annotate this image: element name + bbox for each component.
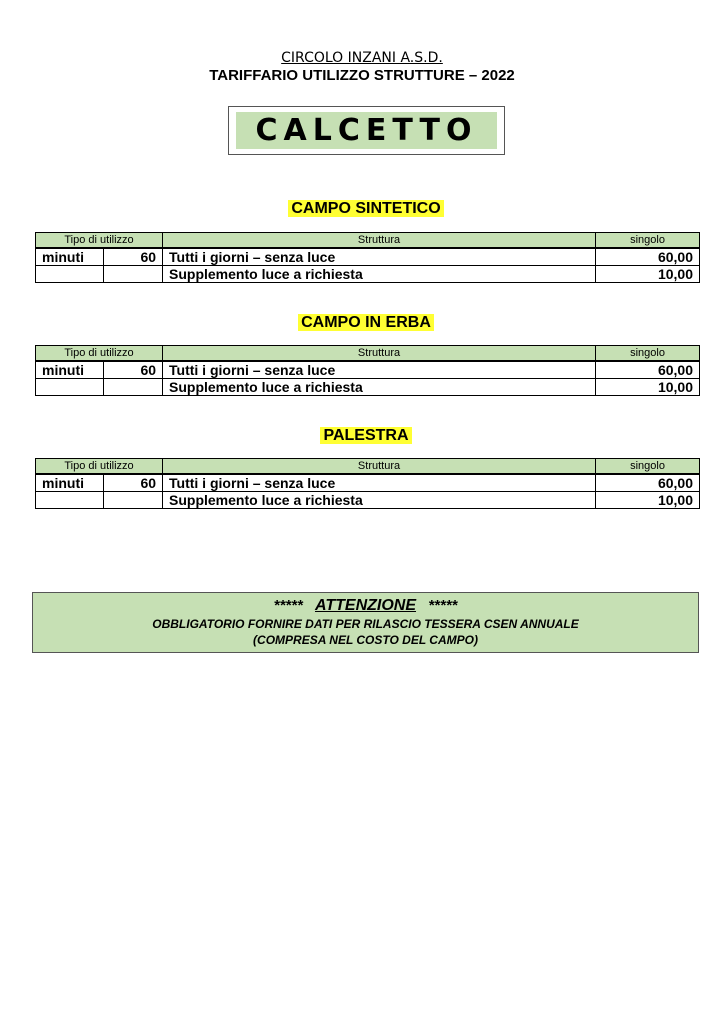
header-singolo: singolo	[596, 233, 700, 248]
section-title-palestra	[0, 427, 724, 445]
cell-qty	[104, 378, 163, 395]
cell-qty: 60	[104, 248, 163, 266]
table-row	[36, 265, 700, 282]
cell-qty: 60	[104, 361, 163, 379]
cell-unit: minuti	[36, 361, 104, 379]
header-tipo: Tipo di utilizzo	[36, 459, 163, 474]
banner-title: CALCETTO	[236, 112, 497, 149]
header-struttura: Struttura	[163, 459, 596, 474]
cell-qty	[104, 491, 163, 508]
cell-unit	[36, 378, 104, 395]
header-tipo: Tipo di utilizzo	[36, 233, 163, 248]
notice-line-2: (COMPRESA NEL COSTO DEL CAMPO)	[253, 633, 478, 647]
attention-notice	[32, 592, 699, 653]
table-row	[36, 491, 700, 508]
table-row	[36, 248, 700, 266]
cell-price: 10,00	[596, 491, 700, 508]
cell-unit: minuti	[36, 248, 104, 266]
notice-heading-line	[33, 597, 698, 615]
header-singolo: singolo	[596, 346, 700, 361]
cell-desc: Tutti i giorni – senza luce	[163, 361, 596, 379]
table-header-row	[36, 459, 700, 474]
section-title-text: CAMPO SINTETICO	[288, 200, 443, 217]
tariff-table-palestra	[35, 458, 700, 509]
cell-qty: 60	[104, 474, 163, 492]
cell-unit	[36, 265, 104, 282]
section-title-text: CAMPO IN ERBA	[298, 314, 434, 331]
cell-desc: Tutti i giorni – senza luce	[163, 474, 596, 492]
cell-unit: minuti	[36, 474, 104, 492]
cell-qty	[104, 265, 163, 282]
table-row	[36, 474, 700, 492]
notice-line-1: OBBLIGATORIO FORNIRE DATI PER RILASCIO TESSERA CSEN ANNUALE	[152, 617, 579, 631]
document-title: TARIFFARIO UTILIZZO STRUTTURE – 2022	[209, 67, 515, 84]
header-singolo: singolo	[596, 459, 700, 474]
cell-desc: Tutti i giorni – senza luce	[163, 248, 596, 266]
banner-frame	[228, 106, 505, 155]
cell-price: 60,00	[596, 361, 700, 379]
section-title-text: PALESTRA	[320, 427, 411, 444]
table-row	[36, 361, 700, 379]
tariff-table-campo-in-erba	[35, 345, 700, 396]
cell-price: 60,00	[596, 248, 700, 266]
cell-desc: Supplemento luce a richiesta	[163, 491, 596, 508]
organization-name: CIRCOLO INZANI A.S.D.	[281, 50, 443, 66]
cell-price: 60,00	[596, 474, 700, 492]
header-struttura: Struttura	[163, 233, 596, 248]
section-title-campo-in-erba	[0, 314, 724, 332]
notice-stars-left: *****	[273, 597, 303, 614]
header-struttura: Struttura	[163, 346, 596, 361]
cell-price: 10,00	[596, 378, 700, 395]
table-header-row	[36, 233, 700, 248]
tariff-table-campo-sintetico	[35, 232, 700, 283]
notice-heading: ATTENZIONE	[314, 597, 417, 614]
table-header-row	[36, 346, 700, 361]
cell-unit	[36, 491, 104, 508]
table-row	[36, 378, 700, 395]
section-title-campo-sintetico	[0, 200, 724, 218]
cell-price: 10,00	[596, 265, 700, 282]
notice-stars-right: *****	[428, 597, 458, 614]
cell-desc: Supplemento luce a richiesta	[163, 265, 596, 282]
header-tipo: Tipo di utilizzo	[36, 346, 163, 361]
cell-desc: Supplemento luce a richiesta	[163, 378, 596, 395]
